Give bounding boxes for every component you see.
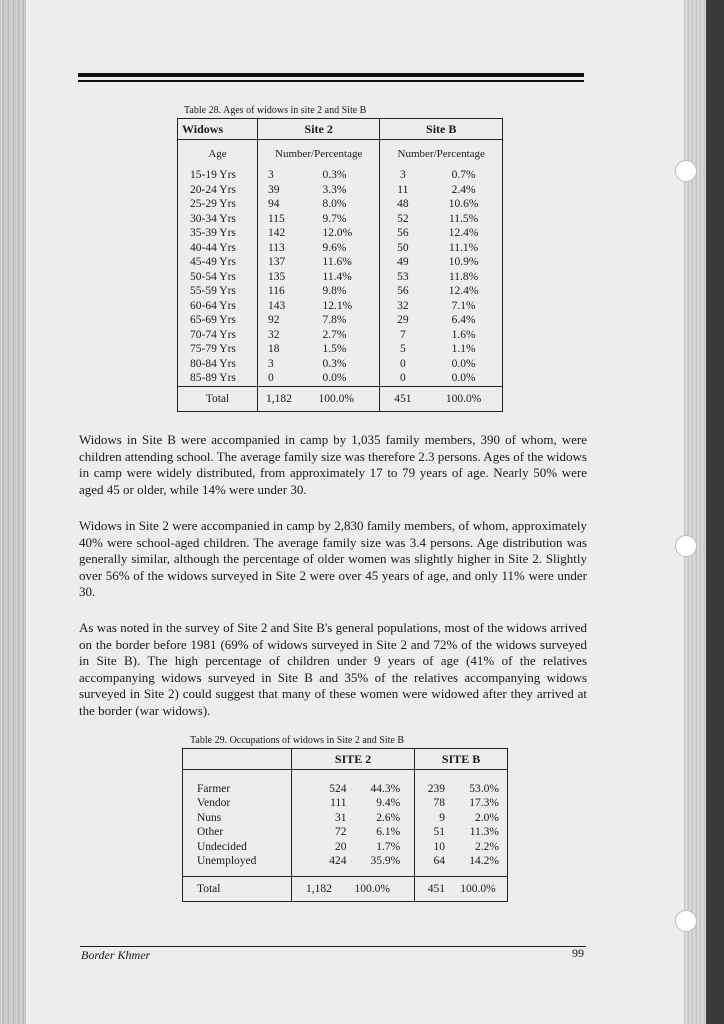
site2-number-cell: 142 (257, 226, 314, 241)
table28-subheader-siteb: Number/Percentage (380, 140, 503, 169)
siteb-percent-cell: 11.3% (469, 826, 499, 838)
age-cell: 20-24 Yrs (190, 183, 236, 196)
table29-header-siteb: SITE B (415, 749, 508, 770)
table29-total-siteb-percent: 100.0% (449, 877, 508, 902)
table-row (178, 328, 503, 343)
table29-total-siteb-number: 451 (415, 877, 449, 902)
table28-total-site2-percent: 100.0% (315, 386, 380, 411)
table-row (178, 313, 503, 328)
footer-rule (80, 946, 586, 947)
table-row (178, 299, 503, 314)
table28-total-label: Total (178, 386, 258, 411)
siteb-number-cell: 50 (380, 241, 425, 256)
binder-hole-top (675, 160, 697, 182)
table28-total-siteb-number: 451 (380, 386, 425, 411)
site2-percent-cell: 2.6% (376, 811, 401, 824)
paragraph-arrival: As was noted in the survey of Site 2 and Site B's general populations, most of the widows arrived on the border before 1981 (69% of widows surveyed in Site 2 and 72% of the widows surveyed in Site B). The high percentage of children under 9 years of age (41% of the relatives accompanying widows surveyed in Site B and 35% of the relatives accompanying widows surveyed in Site 2) could suggest that many of these women were widowed after they arrived at the border (war widows). (79, 620, 587, 718)
site2-percent-cell: 3.3% (322, 183, 347, 196)
site2-percent-cell: 1.5% (322, 343, 347, 355)
occupation-cell: Farmer (197, 782, 231, 795)
age-cell: 70-74 Yrs (190, 328, 236, 341)
table28-ages (177, 118, 503, 412)
table29-header-site2: SITE 2 (292, 749, 415, 770)
table28-header-widows: Widows (178, 119, 258, 140)
site2-percent-cell: 8.0% (322, 198, 347, 210)
siteb-percent-cell: 0.0% (451, 372, 476, 384)
site2-number-cell: 111 (292, 796, 351, 811)
siteb-percent-cell: 17.3% (469, 797, 499, 809)
siteb-number-cell: 56 (380, 226, 425, 241)
table28-caption: Table 28. Ages of widows in site 2 and Site B (184, 105, 367, 116)
siteb-percent-cell: 2.4% (451, 183, 476, 196)
siteb-number-cell: 5 (380, 342, 425, 357)
site2-percent-cell: 1.7% (376, 840, 401, 853)
age-cell: 30-34 Yrs (190, 212, 236, 225)
site2-number-cell: 135 (257, 270, 314, 285)
table28-total-siteb-percent: 100.0% (425, 386, 502, 411)
siteb-percent-cell: 2.2% (475, 840, 499, 853)
table-row (178, 255, 503, 270)
binder-hole-bottom (675, 910, 697, 932)
siteb-number-cell: 56 (380, 284, 425, 299)
siteb-number-cell: 10 (415, 840, 449, 855)
age-cell: 45-49 Yrs (190, 256, 236, 268)
site2-percent-cell: 6.1% (376, 826, 401, 838)
age-cell: 15-19 Yrs (190, 169, 236, 181)
siteb-percent-cell: 0.0% (451, 357, 476, 370)
site2-percent-cell: 0.0% (322, 372, 347, 384)
table-row (178, 270, 503, 285)
site2-number-cell: 94 (257, 197, 314, 212)
site2-number-cell: 72 (292, 825, 351, 840)
table29-header-blank (183, 749, 292, 770)
site2-number-cell: 92 (257, 313, 314, 328)
site2-number-cell: 116 (257, 284, 314, 299)
table-row (178, 226, 503, 241)
age-cell: 55-59 Yrs (190, 285, 236, 297)
site2-number-cell: 143 (257, 299, 314, 314)
siteb-number-cell: 11 (380, 183, 425, 198)
site2-percent-cell: 11.4% (322, 270, 352, 283)
site2-number-cell: 137 (257, 255, 314, 270)
table-row (178, 183, 503, 198)
table-row (183, 811, 508, 826)
siteb-percent-cell: 2.0% (475, 811, 499, 824)
siteb-percent-cell: 12.4% (448, 227, 479, 239)
table-row (183, 796, 508, 811)
table28-subheader-site2: Number/Percentage (257, 140, 380, 169)
siteb-percent-cell: 12.4% (448, 285, 479, 297)
table-row (178, 357, 503, 372)
siteb-percent-cell: 1.1% (451, 343, 476, 355)
footer-publication-title: Border Khmer (81, 948, 151, 962)
siteb-percent-cell: 11.5% (448, 212, 479, 225)
table-row (178, 212, 503, 227)
table-row (178, 371, 503, 386)
age-cell: 75-79 Yrs (190, 343, 236, 355)
table29-caption: Table 29. Occupations of widows in Site 2 and Site B (190, 735, 404, 746)
table28-total-site2-number: 1,182 (257, 386, 314, 411)
site2-percent-cell: 9.6% (322, 241, 347, 254)
siteb-percent-cell: 10.9% (448, 256, 479, 268)
siteb-number-cell: 32 (380, 299, 425, 314)
site2-percent-cell: 2.7% (322, 328, 347, 341)
site2-number-cell: 0 (257, 371, 314, 386)
scan-right-shadow (684, 0, 706, 1024)
occupation-cell: Other (197, 826, 224, 838)
siteb-percent-cell: 14.2% (469, 855, 499, 867)
site2-percent-cell: 11.6% (322, 256, 352, 268)
age-cell: 50-54 Yrs (190, 270, 236, 283)
table29-total-site2-number: 1,182 (292, 877, 351, 902)
siteb-number-cell: 64 (415, 854, 449, 869)
siteb-percent-cell: 53.0% (469, 782, 499, 795)
site2-number-cell: 20 (292, 840, 351, 855)
siteb-number-cell: 239 (415, 782, 449, 797)
scan-right-edge (706, 0, 724, 1024)
table28-subheader-age: Age (208, 148, 227, 160)
site2-percent-cell: 9.8% (322, 285, 347, 297)
header-rule-thin (78, 80, 584, 82)
header-rule-thick (78, 73, 584, 77)
table-row (183, 854, 508, 869)
siteb-number-cell: 48 (380, 197, 425, 212)
site2-percent-cell: 9.4% (376, 797, 401, 809)
site2-number-cell: 18 (257, 342, 314, 357)
paragraph-site-b: Widows in Site B were accompanied in camp by 1,035 family members, 390 of whom, were children attending school. The average family size was therefore 2.3 persons. Ages of the widows in camp were widely distributed, from approximately 17 to 79 years of age. Nearly 50% were aged 45 or older, while 14% were under 30. (79, 432, 587, 497)
table-row (183, 782, 508, 797)
siteb-number-cell: 9 (415, 811, 449, 826)
siteb-number-cell: 29 (380, 313, 425, 328)
site2-percent-cell: 12.1% (322, 299, 353, 312)
footer-page-number: 99 (572, 946, 584, 960)
table29-total-site2-percent: 100.0% (351, 877, 415, 902)
occupation-cell: Unemployed (197, 855, 257, 867)
site2-number-cell: 3 (257, 168, 314, 183)
site2-percent-cell: 9.7% (322, 212, 347, 225)
table-row (178, 197, 503, 212)
age-cell: 40-44 Yrs (190, 241, 236, 254)
site2-number-cell: 424 (292, 854, 351, 869)
table-row (178, 168, 503, 183)
siteb-percent-cell: 0.7% (451, 169, 476, 181)
table28-header-site2: Site 2 (257, 119, 380, 140)
table29-occupations (182, 748, 508, 902)
site2-number-cell: 524 (292, 782, 351, 797)
table-row (183, 825, 508, 840)
table28-header-siteb: Site B (380, 119, 503, 140)
site2-number-cell: 113 (257, 241, 314, 256)
site2-number-cell: 31 (292, 811, 351, 826)
site2-number-cell: 3 (257, 357, 314, 372)
site2-number-cell: 39 (257, 183, 314, 198)
occupation-cell: Undecided (197, 840, 247, 853)
site2-percent-cell: 35.9% (370, 855, 401, 867)
siteb-percent-cell: 1.6% (451, 328, 476, 341)
site2-percent-cell: 0.3% (322, 169, 347, 181)
table-row (178, 241, 503, 256)
siteb-number-cell: 52 (380, 212, 425, 227)
site2-percent-cell: 7.8% (322, 314, 347, 326)
site2-percent-cell: 0.3% (322, 357, 347, 370)
age-cell: 65-69 Yrs (190, 314, 236, 326)
siteb-number-cell: 0 (380, 371, 425, 386)
occupation-cell: Nuns (197, 811, 222, 824)
siteb-number-cell: 49 (380, 255, 425, 270)
siteb-number-cell: 53 (380, 270, 425, 285)
siteb-percent-cell: 10.6% (448, 198, 479, 210)
siteb-percent-cell: 11.1% (448, 241, 479, 254)
site2-number-cell: 115 (257, 212, 314, 227)
site2-number-cell: 32 (257, 328, 314, 343)
table-row (178, 342, 503, 357)
age-cell: 35-39 Yrs (190, 227, 236, 239)
table29-total-label: Total (183, 877, 292, 902)
siteb-number-cell: 7 (380, 328, 425, 343)
siteb-number-cell: 51 (415, 825, 449, 840)
siteb-number-cell: 0 (380, 357, 425, 372)
siteb-number-cell: 78 (415, 796, 449, 811)
site2-percent-cell: 12.0% (322, 227, 353, 239)
scan-left-edge (0, 0, 26, 1024)
paragraph-site-2: Widows in Site 2 were accompanied in camp by 2,830 family members, of whom, approximately 40% were school-aged children. The average family size was 3.4 persons. Age distribution was generally similar, although the percentage of older women was slightly higher in Site 2. Slightly over 56% of the widows surveyed in Site 2 were over 45 years of age, and only 11% were under 30. (79, 518, 587, 600)
site2-percent-cell: 44.3% (370, 782, 401, 795)
binder-hole-middle (675, 535, 697, 557)
siteb-number-cell: 3 (380, 168, 425, 183)
siteb-percent-cell: 6.4% (451, 314, 476, 326)
siteb-percent-cell: 7.1% (451, 299, 476, 312)
age-cell: 85-89 Yrs (190, 372, 236, 384)
table-row (178, 284, 503, 299)
age-cell: 25-29 Yrs (190, 198, 236, 210)
siteb-percent-cell: 11.8% (448, 270, 479, 283)
occupation-cell: Vendor (197, 797, 231, 809)
age-cell: 60-64 Yrs (190, 299, 236, 312)
table-row (183, 840, 508, 855)
age-cell: 80-84 Yrs (190, 357, 236, 370)
